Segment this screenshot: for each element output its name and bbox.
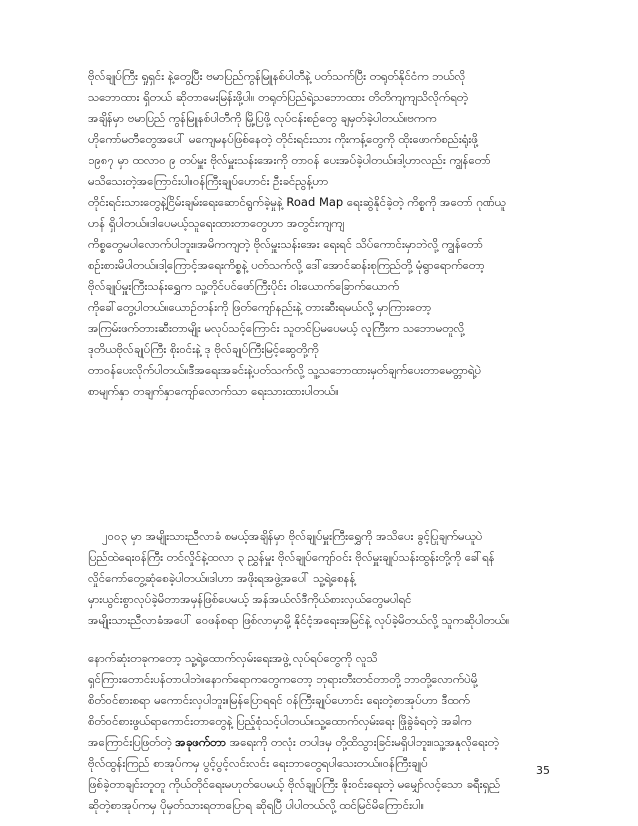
- text-line: အမျိုးသားညီလာခံအပေါ် ဝေဖန်စရာ ဖြစ်လာမှာမို့ နိုင်ငံ့အရေးအမြင်နဲ့ လုပ်ခဲ့မိတယ်လို့ သူကဆိုပါတယ်။: [88, 613, 510, 627]
- text-line: ဒုတိယဗိုလ်ချုပ်ကြီး စိုးဝင်းနဲ့ ဒု ဗိုလ်ချုပ်ကြီးမြင့်ဆွေတို့ကို: [88, 342, 319, 356]
- text-line: အချိန်မှာ ဗမာပြည် ကွန်မြူနစ်ပါတီကို မြို့ပြဖို့ လုပ်ငန်းစဉ်တွေ ချမှတ်ခဲ့ပါတယ်။ဗကက: [88, 111, 437, 125]
- paragraph-1: [88, 66, 558, 402]
- text-line: တိုင်းရင်းသားတွေနဲ့ငြိမ်းချမ်းရေးဆောင်ရွက်ခဲ့မှုနဲ့ Road Map ရေးဆွဲနိုင်ခဲ့တဲ့ ကိစ္စကို အတော် ဂုဏ်ယူ: [88, 195, 506, 209]
- page-number: 35: [536, 764, 550, 777]
- text-line: မသိသေးတဲ့အကြောင်းပါ။ဝန်ကြီးချုပ်ဟောင်း ဦးခင်ညွန့်ဟာ: [88, 174, 329, 188]
- text-line: အကြောင်းပြဖြတ်တဲ့ အခုဖက်တာ အရေးကို တလုံး တပါဒမှ တို့ထိသွားခြင်းမရှိပါဘူး။သူ့အနုလိုရေးတဲ့: [88, 735, 499, 749]
- text-line: သဘောထား ရှိတယ် ဆိုတာမေးမြန်းဖို့ပါ။ တရုတ်ပြည်ရဲ့သဘောထား တိတိကျကျသိလိုက်ရတဲ့: [88, 90, 468, 104]
- text-line: ဟိုကော်မတီတွေအပေါ် မကျေမနပ်ဖြစ်နေတဲ့ တိုင်းရင်းသား ကိုးကန့်တွေကို ထိုးဖောက်စည်းရုံးဖို့: [88, 132, 478, 146]
- text-line: ရှင်ကြားတောင်းပန်တာပါဘဲ။နောက်ရောကတွေကတော့ ဘုရားတီးတင်တာတို့ ဘာတို့လောက်ပဲမို့: [88, 672, 478, 686]
- text-line: ၁၉၈၇ မှာ ထလာဝ ၉ တပ်မှူး ဗိုလ်မှူးသန်းအေးကို တာဝန် ပေးအပ်ခဲ့ပါတယ်။ဒါ့ဟာလည်း ကျွန်တော်: [88, 153, 491, 167]
- text-line: လှိုင်ကော်တွေ့ဆုံစေခဲ့ပါတယ်။ဒါဟာ အဖိုးရအဖွဲ့အပေါ် သူ့ရဲ့စေနန့်: [88, 571, 356, 585]
- text-line: ဗိုလ်ချုပ်ကြီး ရှုရှင်း နဲ့တွေ့ပြီး ဗမာပြည်ကွန်မြူနစ်ပါတီနဲ့ ပတ်သက်ပြီး တရုတ်နိုင်ငံက ဘယ်လို: [88, 69, 466, 83]
- text-line: ပြည်ထဲရေးဝန်ကြီး တင်လှိုင်နဲ့ထလာ ၃ ညွှန်မှူး ဗိုလ်ချုပ်ကျော်ဝင်း ဗိုလ်မှူးချုပ်သန်းထွန်းတို့ကို ခေါ်ရန်: [88, 550, 495, 564]
- text-line: တာဝန်ပေးလိုက်ပါတယ်။ဒီအရေးအခင်းနဲ့ပတ်သက်လို့ သူ့သဘောထားမှတ်ချက်ပေးတာမေတ္တာရဲ့ပဲ: [88, 363, 482, 377]
- text-line: ဟန် ရှိပါတယ်။ဒါပေမယ့်သူရေးထားတာတွေဟာ အတွင်းကျကျ: [88, 216, 345, 230]
- text-line: စာမျက်နှာ တချက်နှာကျော်လောက်သာ ရေးသားထားပါတယ်။: [88, 384, 339, 398]
- text-line: ဗိုလ်ထွန်းကြည် စာအုပ်ကမှ ပွင့်ပွင့်လင်းလင်း ရေးဘာတွေရပါသေးတယ်။ဝန်ကြီးချုပ်: [88, 756, 428, 770]
- text-line: နောက်ဆုံးတခုကတော့ သူ့ရဲ့ထောက်လှမ်းရေးအဖွဲ့ လုပ်ရပ်တွေကို လူသိ: [88, 651, 378, 665]
- text-line: ကိုခေါ်တွေ့ပါတယ်။ယောဉ်တန်းကို ဖြတ်ကျော်နည်းနဲ့ တားဆီးရမယ်လို့ မှာကြားတော့: [88, 300, 432, 314]
- text-line: ၂၀၀၃ မှာ အမျိုးသားညီလာခံ စမယ့်အချိန်မှာ ဗိုလ်ချုပ်မှူးကြီးရွှေကို အသိပေး ခွင့်ပြုချက်မယူပဲ: [102, 529, 483, 543]
- text-line: ကိစ္စတွေမပါလောက်ပါဘူး။အမိကကျတဲ့ ဗိုလ်မှူးသန်းအေး ရေးရင် သိပ်ကောင်းမှာဘဲလို့ ကျွန်တော်: [88, 237, 483, 251]
- text-line: မှားယွင်းစွာလုပ်ခဲ့မိတာအမှန်ဖြစ်ပေမယ့် အန်အယ်လ်ဒီကိုယ်စားလှယ်တွေမပါရင်: [88, 592, 412, 606]
- text-line: စိတ်ဝင်စားစရာ မကောင်းလှပါဘူး။မြန်ပြောရရင် ဝန်ကြီးချုပ်ဟောင်း ရေးတဲ့စာအုပ်ဟာ ဒီထက်: [88, 693, 470, 707]
- text-line: စဉ်းစားမိပါတယ်။ဒါ့ကြောင့်အရေးကိစ္စနဲ့ ပတ်သက်လို့ ဒေါ်အောင်ဆန်းစုကြည်တို့ မုံရွာရောက်တော့: [88, 258, 485, 272]
- paragraph-2: [88, 526, 558, 631]
- bold-phrase: အခုဖက်တာ: [175, 735, 227, 749]
- text-line: အကြမ်းဖက်တားဆီးတာမျိုး မလုပ်သင့်ကြောင်း သူတင်ပြမပေမယ့် လူကြီးက သဘောမတူလို့: [88, 321, 465, 335]
- paragraph-3: [88, 648, 558, 816]
- text-line: ဖြစ်ခဲ့တာချင်းတူတူ ကိုယ်တိုင်ရေးမဟုတ်ပေမယ့် ဗိုလ်ချုပ်ကြီး ဇိုးဝင်းရေးတဲ့ မမျှော်လင့်သော ခရီးရှည်: [88, 777, 501, 791]
- text-line: စိတ်ဝင်စားဖွယ်ရာကောင်းတာတွေနဲ့ ပြည့်စုံသင့်ပါတယ်။သူ့ထောက်လှမ်းရေး ဖြိုခွဲခံရတဲ့ အခါက: [88, 714, 472, 728]
- text-line: ဗိုလ်ချုပ်မှူးကြီးသန်းရွှေက သူ့တိုင်ပင်ဖော်ကြီးပိုင်း ဝါးယောက်ခြောက်ယောက်: [88, 279, 400, 293]
- text-line: ဆိုတဲ့စာအုပ်ကမှ ပိုမှတ်သားရတာပြောရ ဆိုရပြီ ပါပါတယ်လို့ ထင်မြင်မိကြောင်းပါ။: [88, 798, 425, 812]
